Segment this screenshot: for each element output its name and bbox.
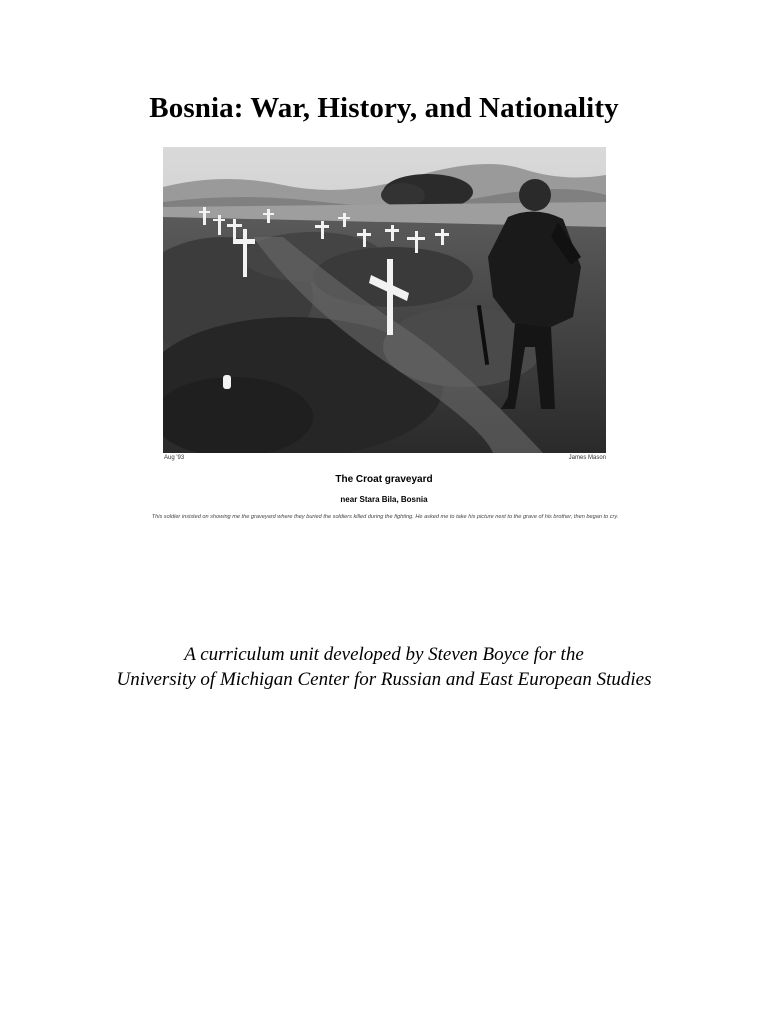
photo-date: Aug '93: [164, 455, 185, 461]
document-title: Bosnia: War, History, and Nationality: [149, 92, 619, 124]
subtitle-line-2: University of Michigan Center for Russian and East European Studies: [116, 669, 652, 690]
graveyard-photo: [163, 147, 606, 453]
photo-caption-text: This soldier insisted on showing me the graveyard where they buried the soldiers killed during the fighting. He asked me to take his picture next to the grave of his brother, then began to cry.: [151, 514, 619, 520]
subtitle-line-1: A curriculum unit developed by Steven Boyce for the: [184, 644, 584, 665]
photo-caption-title: The Croat graveyard: [335, 474, 433, 485]
photo-credit: James Mason: [568, 455, 606, 461]
photo-caption-location: near Stara Bila, Bosnia: [340, 495, 428, 504]
document-subtitle: [0, 642, 768, 692]
